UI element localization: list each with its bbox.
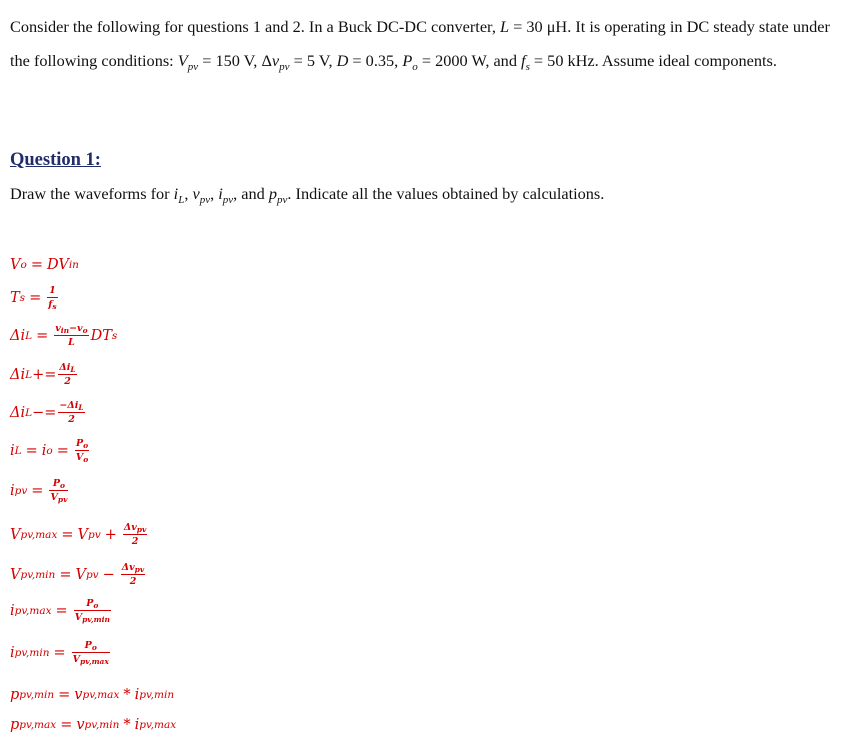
question-heading: Question 1: — [10, 150, 101, 170]
equation-ppv-max: p pv,max = v pv,min * i pv,max — [10, 717, 177, 733]
equation-switching-period: T s = $\frac{1}{f_s}$ — [10, 285, 57, 311]
equation-vpv-max: V pv,max = V pv + $\frac{\Delta v_{pv}}{2}$ — [10, 522, 147, 547]
equation-ppv-min: p pv,min = v pv,max * i pv,min — [10, 687, 175, 703]
equation-inductor-ripple: Δi L = $\frac{v_{in}-v_o}{L}$ DT s — [10, 323, 118, 348]
equation-ipv-max: i pv,max = $\frac{P_o}{V_{pv,min}}$ — [10, 598, 110, 624]
equation-output-voltage: V o = DV in — [10, 257, 79, 273]
question-instruction: Draw the waveforms for $i_L$, $v_{pv}$, $i_{pv}$, and $p_{pv}$. Indicate all the values obtained by calculations. — [10, 184, 605, 206]
equation-ripple-positive: Δi L += $\frac{\Delta i_L}{2}$ — [10, 362, 76, 387]
equation-pv-current: i pv = $\frac{P_o}{V_{pv}}$ — [10, 478, 68, 504]
equation-ripple-negative: Δi L −= $\frac{-\Delta i_L}{2}$ — [10, 400, 84, 425]
equation-ipv-min: i pv,min = $\frac{P_o}{V_{pv,max}}$ — [10, 640, 109, 666]
problem-statement: Consider the following for questions 1 and 2. In a Buck DC-DC converter, L = 30 μH. It is operating in DC steady state under the following conditions: $V_{pv} = 150$ V, $\Delta v_{pv} = 5$ V, D = 0.35, $P_o = 2000$ W, and $f_s = 50$ kHz. Assume ideal components. — [10, 17, 830, 73]
equation-vpv-min: V pv,min = V pv − $\frac{\Delta v_{pv}}{2}$ — [10, 562, 145, 587]
equation-inductor-current: i L = i o = $\frac{P_o}{V_o}$ — [10, 438, 89, 464]
